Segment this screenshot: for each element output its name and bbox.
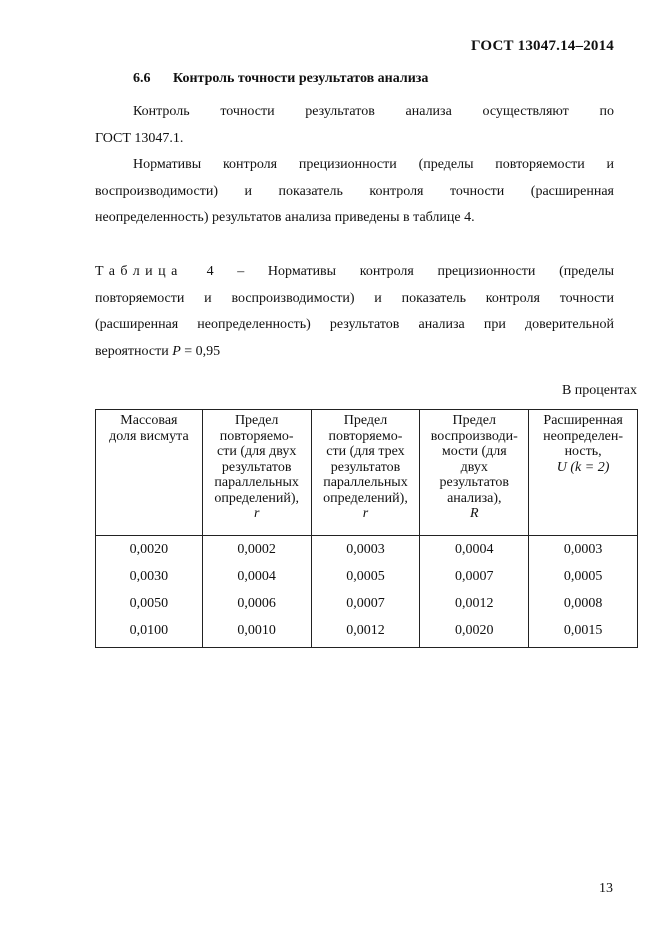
caption-line: (расширенная неопределенность) результатов анализа при доверительной — [95, 317, 614, 332]
page-number: 13 — [599, 881, 613, 896]
paragraph-precision-norms — [95, 152, 614, 232]
header-line: двух — [460, 459, 488, 475]
table-cell: 0,0004 — [420, 536, 529, 564]
paragraph-line: Контроль точности результатов анализа осуществляют по — [133, 104, 614, 119]
table-caption — [95, 259, 614, 365]
paragraph-line: неопределенность) результатов анализа приведены в таблице 4. — [95, 210, 475, 225]
header-line: повторяемо- — [219, 428, 294, 444]
table-cell: 0,0007 — [420, 563, 529, 590]
column-header-repeatability-two — [202, 410, 311, 536]
header-line: анализа), — [447, 490, 502, 506]
header-line: результатов — [330, 459, 401, 475]
table-cell: 0,0005 — [529, 563, 638, 590]
header-line: определений), — [214, 490, 300, 506]
header-line: параллельных — [323, 475, 408, 490]
column-header-repeatability-three — [311, 410, 420, 536]
header-line: определений), — [323, 490, 408, 506]
table-cell: 0,0003 — [529, 536, 638, 564]
table-cell: 0,0020 — [96, 536, 203, 564]
table-cell: 0,0012 — [420, 590, 529, 617]
document-id-header: ГОСТ 13047.14–2014 — [471, 38, 614, 54]
header-line: воспроизводи- — [430, 428, 518, 444]
header-line: сти (для трех — [326, 444, 405, 459]
header-line: параллельных — [214, 475, 299, 490]
header-line: мости (для — [441, 444, 507, 459]
section-number: 6.6 — [133, 71, 151, 86]
header-line: доля висмута — [109, 428, 189, 444]
section-title: Контроль точности результатов анализа — [173, 71, 429, 86]
header-line: Предел — [343, 413, 388, 428]
probability-symbol: P — [172, 343, 181, 359]
paragraph-line: ГОСТ 13047.1. — [95, 130, 184, 146]
table-row — [96, 563, 638, 590]
table-header-row — [96, 410, 638, 536]
table-cell: 0,0004 — [202, 563, 311, 590]
caption-line: повторяемости и воспроизводимости) и показатель контроля точности — [95, 290, 614, 306]
header-line: сти (для двух — [217, 444, 297, 459]
header-line: Расширенная — [543, 413, 623, 428]
header-line: Массовая — [120, 413, 178, 428]
header-line: результатов — [221, 459, 292, 475]
table-cell: 0,0006 — [202, 590, 311, 617]
table-cell: 0,0015 — [529, 617, 638, 648]
paragraph-line: Нормативы контроля прецизионности (пределы повторяемости и — [133, 157, 614, 172]
column-header-expanded-uncertainty — [529, 410, 638, 536]
paragraph-accuracy-control — [95, 99, 614, 152]
units-note: В процентах — [561, 383, 637, 398]
header-line: результатов — [439, 475, 510, 490]
caption-line — [95, 339, 614, 366]
table-cell: 0,0008 — [529, 590, 638, 617]
caption-line — [95, 259, 614, 286]
table-cell: 0,0100 — [96, 617, 203, 648]
header-line: Предел — [234, 413, 279, 428]
header-symbol: U (k = 2) — [556, 459, 610, 475]
precision-norms-table — [95, 409, 638, 648]
header-symbol: r — [253, 506, 260, 521]
header-line: повторяемо- — [328, 428, 403, 444]
table-cell: 0,0002 — [202, 536, 311, 564]
table-cell: 0,0010 — [202, 617, 311, 648]
header-symbol: R — [470, 506, 479, 521]
column-header-reproducibility — [420, 410, 529, 536]
table-cell: 0,0050 — [96, 590, 203, 617]
table-cell: 0,0005 — [311, 563, 420, 590]
caption-label: Таблица — [95, 264, 183, 279]
table-cell: 0,0020 — [420, 617, 529, 648]
paragraph-line: воспроизводимости) и показатель контроля точности (расширенная — [95, 183, 614, 199]
caption-text: вероятности — [95, 343, 169, 359]
table-cell: 0,0003 — [311, 536, 420, 564]
table-row — [96, 536, 638, 564]
probability-value: = 0,95 — [180, 343, 221, 359]
caption-text: 4 – Нормативы контроля прецизионности (пределы — [206, 264, 615, 279]
header-line: неопределен- — [543, 428, 624, 444]
table-row — [96, 617, 638, 648]
header-line: ность, — [564, 444, 602, 459]
header-line: Предел — [452, 413, 497, 428]
column-header-bismuth-fraction — [96, 410, 203, 536]
header-symbol: r — [362, 506, 369, 521]
table-cell: 0,0007 — [311, 590, 420, 617]
table-cell: 0,0012 — [311, 617, 420, 648]
table-cell: 0,0030 — [96, 563, 203, 590]
table-row — [96, 590, 638, 617]
